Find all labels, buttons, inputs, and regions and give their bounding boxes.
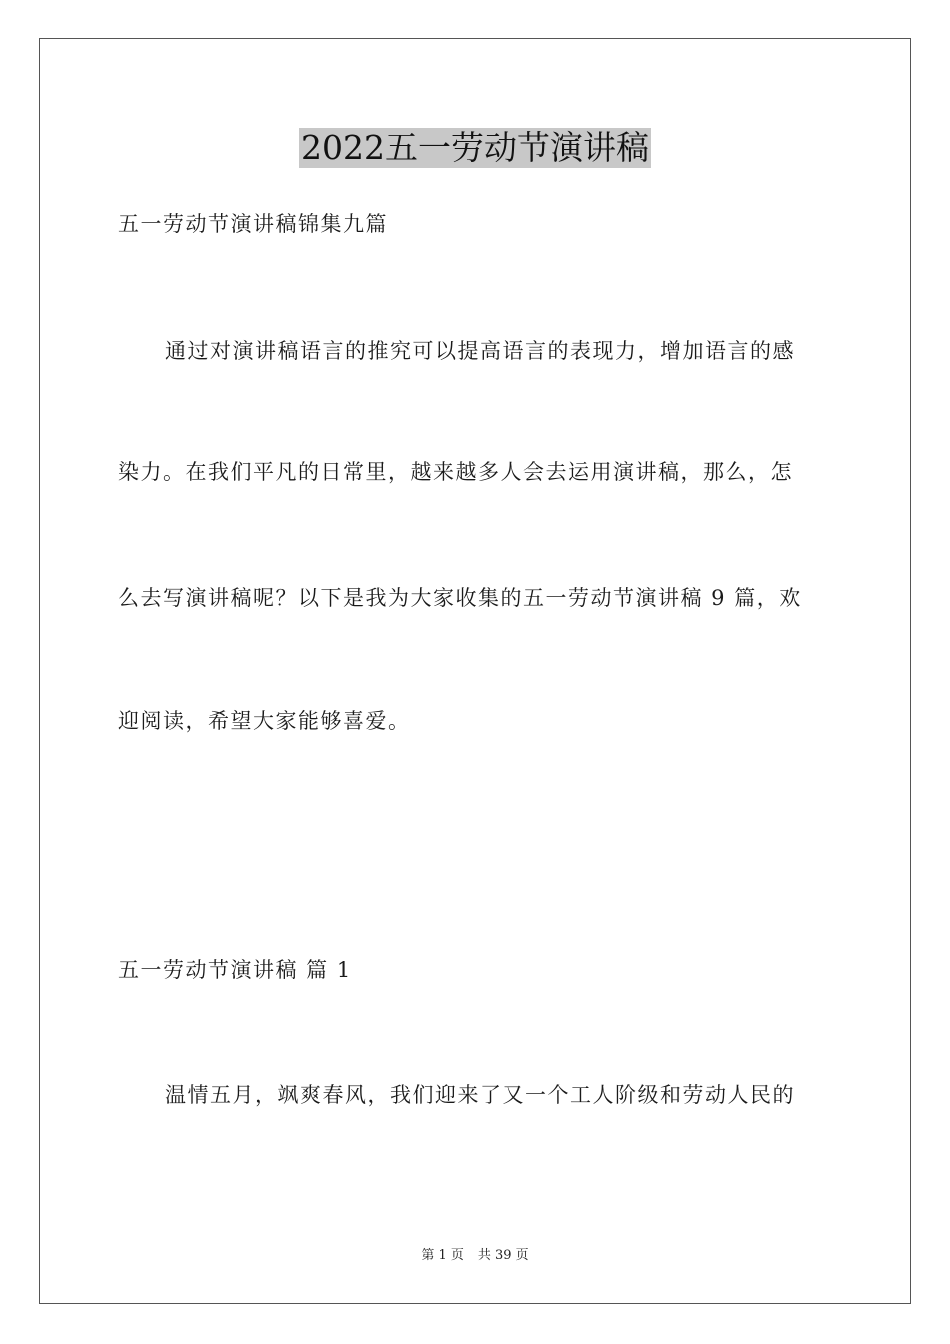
- intro-line-3: 么去写演讲稿呢？以下是我为大家收集的五一劳动节演讲稿 9 篇，欢: [118, 586, 802, 610]
- page-footer: [0, 1247, 950, 1265]
- section-line-1: 温情五月，飒爽春风，我们迎来了又一个工人阶级和劳动人民的: [165, 1083, 795, 1107]
- intro-line-1: 通过对演讲稿语言的推究可以提高语言的表现力，增加语言的感: [165, 339, 795, 363]
- intro-line-4: 迎阅读，希望大家能够喜爱。: [118, 709, 411, 733]
- page-number: 第 1 页: [421, 1248, 464, 1263]
- section-heading: 五一劳动节演讲稿 篇 1: [118, 958, 352, 982]
- page-total: 共 39 页: [477, 1248, 529, 1263]
- intro-line-2: 染力。在我们平凡的日常里，越来越多人会去运用演讲稿，那么，怎: [118, 460, 793, 484]
- document-title: 2022五一劳动节演讲稿: [301, 128, 649, 167]
- title-container: [0, 128, 950, 168]
- document-subtitle: 五一劳动节演讲稿锦集九篇: [118, 212, 388, 236]
